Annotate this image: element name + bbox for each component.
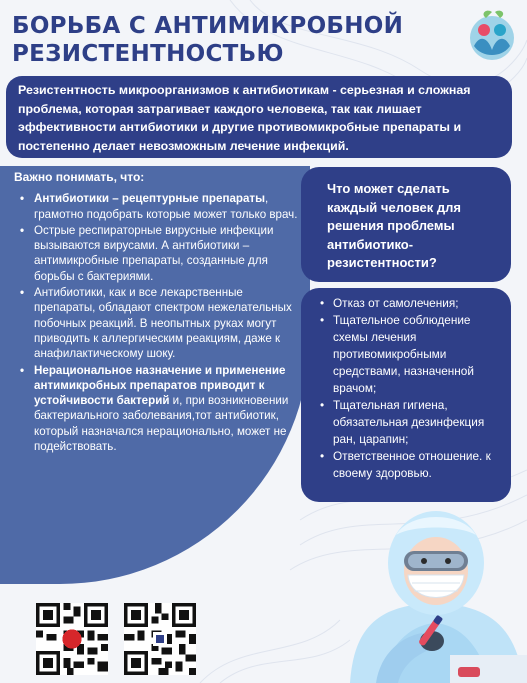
item-bold-text: Антибиотики – рецептурные препараты xyxy=(34,192,266,206)
list-item xyxy=(34,363,299,455)
logo-icon xyxy=(462,6,520,64)
list-item xyxy=(34,285,299,361)
points-list xyxy=(14,191,299,454)
list-item xyxy=(34,191,299,222)
answer-item: • Отказ от самолечения; xyxy=(333,295,503,312)
item-text: Антибиотики, как и все лекарственные препараты, обладают спектром нежелательных побочных реакций. В неопытных руках могут приводить к аллергическим реакциям, даже к анафилактическому шоку. xyxy=(34,286,292,361)
qr-code[interactable] xyxy=(36,603,108,675)
answer-item: • Тщательная гигиена, обязательная дезинфекция ран, царапин; xyxy=(333,397,503,448)
item-text: и, при возникновении бактериального заболевания,тот антибиотик, который назначался нерационально, может не подействовать. xyxy=(34,394,289,454)
item-text: , грамотно подобрать которые может только врач. xyxy=(34,192,298,221)
item-text: Острые респираторные вирусные инфекции вызываются вирусами. А антибиотики – антимикробные препараты, созданные для борьбы с бактериями. xyxy=(34,223,274,283)
answer-item: • Ответственное отношение. к своему здоровью. xyxy=(333,448,503,482)
answers-list xyxy=(315,295,503,482)
list-item xyxy=(34,223,299,284)
important-points xyxy=(14,170,299,455)
intro-text: Резистентность микроорганизмов к антибиотикам - серьезная и сложная проблема, которая затрагивает каждого человека, так как лишает эффективности антибиотики и другие противомикробные препараты и постепенно делает невозможным лечение инфекций. xyxy=(18,83,471,153)
item-bold-text: Нерациональное назначение и применение антимикробных препаратов приводит к устойчивости бактерий xyxy=(34,363,286,408)
answers-box xyxy=(301,288,511,502)
page-title: БОРЬБА С АНТИМИКРОБНОЙ РЕЗИСТЕНТНОСТЬЮ xyxy=(12,13,404,67)
qr-code[interactable] xyxy=(124,603,196,675)
lead-text: Важно понимать, что: xyxy=(14,170,145,184)
question-box xyxy=(301,167,511,282)
question-text: Что может сделать каждый человек для решения проблемы антибиотико-резистентности? xyxy=(327,181,461,270)
doctor-illustration xyxy=(340,505,527,683)
intro-box xyxy=(6,76,512,158)
answer-item: • Тщательное соблюдение схемы лечения противомикробными средствами, назначенной врачом; xyxy=(333,312,503,397)
